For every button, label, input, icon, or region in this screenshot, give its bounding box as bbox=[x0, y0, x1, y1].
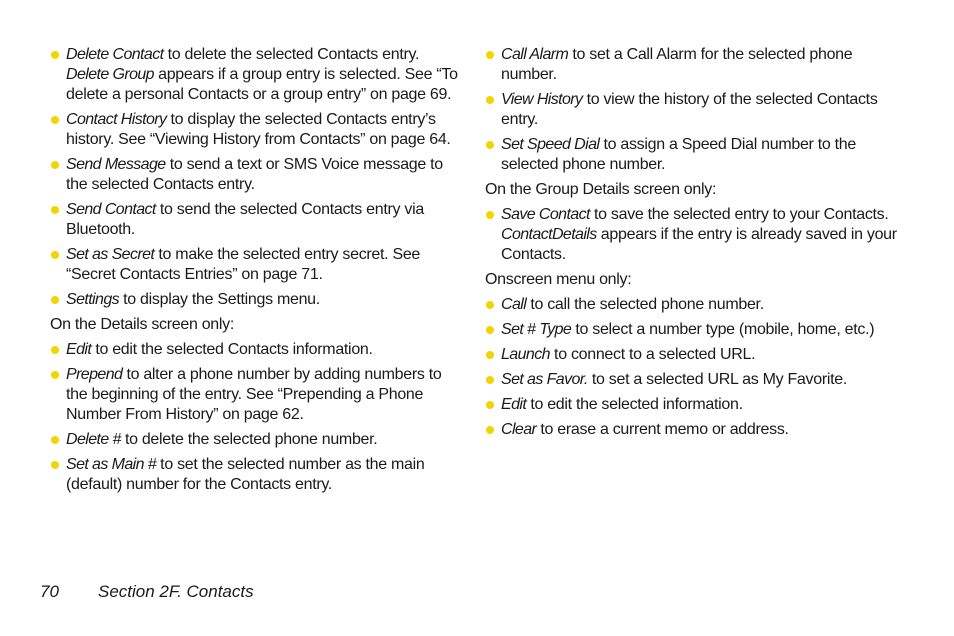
option-term: Send Contact bbox=[66, 201, 156, 218]
option-term: Send Message bbox=[66, 156, 166, 173]
bullet-icon bbox=[486, 326, 494, 334]
bullet-icon bbox=[486, 141, 494, 149]
option-description: to erase a current memo or address. bbox=[536, 421, 789, 438]
option-description: to delete the selected phone number. bbox=[120, 431, 378, 448]
list-item bbox=[50, 45, 460, 105]
bullet-icon bbox=[486, 426, 494, 434]
list-item bbox=[485, 395, 905, 415]
bullet-icon bbox=[486, 401, 494, 409]
group-details-heading: On the Group Details screen only: bbox=[485, 181, 717, 198]
option-description: to edit the selected Contacts information. bbox=[91, 341, 373, 358]
option-description: to connect to a selected URL. bbox=[549, 346, 756, 363]
page-number: 70 bbox=[40, 582, 59, 601]
details-heading: On the Details screen only: bbox=[50, 316, 234, 333]
option-term: Save Contact bbox=[501, 206, 590, 223]
option-list bbox=[485, 45, 905, 175]
bullet-icon bbox=[51, 436, 59, 444]
option-description: to set a Call Alarm for the selected phone number. bbox=[501, 46, 853, 83]
option-description: to make the selected entry secret. See “Secret Contacts Entries” on page 71. bbox=[66, 246, 421, 283]
onscreen-menu-heading: Onscreen menu only: bbox=[485, 271, 632, 288]
bullet-icon bbox=[486, 301, 494, 309]
option-term: Set as Secret bbox=[66, 246, 155, 263]
option-description: to display the Settings menu. bbox=[119, 291, 320, 308]
option-term: Edit bbox=[501, 396, 527, 413]
option-term: Delete # bbox=[66, 431, 121, 448]
bullet-icon bbox=[51, 296, 59, 304]
list-item bbox=[50, 110, 460, 150]
list-item bbox=[485, 320, 905, 340]
page-footer bbox=[40, 582, 254, 602]
list-item bbox=[485, 370, 905, 390]
option-term: Launch bbox=[501, 346, 550, 363]
option-description: to alter a phone number by adding numbers to the beginning of the entry. See “Prepending a Phone Number From History” on page 62. bbox=[66, 366, 442, 423]
list-item bbox=[485, 345, 905, 365]
bullet-icon bbox=[51, 161, 59, 169]
bullet-icon bbox=[51, 206, 59, 214]
bullet-icon bbox=[486, 376, 494, 384]
option-description: to send the selected Contacts entry via Bluetooth. bbox=[66, 201, 424, 238]
list-item bbox=[50, 430, 460, 450]
left-column bbox=[50, 45, 460, 500]
list-item bbox=[50, 200, 460, 240]
list-item bbox=[485, 420, 905, 440]
list-item bbox=[50, 245, 460, 285]
option-term: View History bbox=[501, 91, 583, 108]
option-list bbox=[485, 205, 905, 265]
list-item bbox=[485, 45, 905, 85]
list-item bbox=[485, 90, 905, 130]
bullet-icon bbox=[486, 211, 494, 219]
option-term: Set as Favor. bbox=[501, 371, 588, 388]
bullet-icon bbox=[486, 51, 494, 59]
option-term: ContactDetails bbox=[501, 226, 597, 243]
bullet-icon bbox=[51, 51, 59, 59]
section-title: Section 2F. Contacts bbox=[98, 582, 254, 601]
option-description: to edit the selected information. bbox=[526, 396, 743, 413]
option-description: to send a text or SMS Voice message to the selected Contacts entry. bbox=[66, 156, 443, 193]
list-item bbox=[50, 365, 460, 425]
option-list bbox=[50, 340, 460, 495]
bullet-icon bbox=[51, 346, 59, 354]
right-column bbox=[485, 45, 905, 445]
list-item bbox=[485, 205, 905, 265]
option-list bbox=[485, 295, 905, 440]
option-description: to assign a Speed Dial number to the selected phone number. bbox=[501, 136, 856, 173]
list-item bbox=[50, 340, 460, 360]
option-term: Delete Contact bbox=[66, 46, 164, 63]
list-item bbox=[50, 290, 460, 310]
option-description: to delete the selected Contacts entry. bbox=[163, 46, 420, 63]
option-term: Set Speed Dial bbox=[501, 136, 600, 153]
option-term: Call bbox=[501, 296, 527, 313]
option-description: to view the history of the selected Contacts entry. bbox=[501, 91, 878, 128]
option-term: Set as Main # bbox=[66, 456, 157, 473]
option-description: appears if a group entry is selected. See “To delete a personal Contacts or a group entry” on page 69. bbox=[66, 66, 458, 103]
list-item bbox=[485, 295, 905, 315]
list-item bbox=[485, 135, 905, 175]
option-term: Call Alarm bbox=[501, 46, 569, 63]
list-item bbox=[50, 455, 460, 495]
option-description: to set a selected URL as My Favorite. bbox=[587, 371, 847, 388]
bullet-icon bbox=[51, 251, 59, 259]
bullet-icon bbox=[51, 461, 59, 469]
option-description: to save the selected entry to your Contacts. bbox=[589, 206, 889, 223]
option-term: Delete Group bbox=[66, 66, 154, 83]
option-description: to select a number type (mobile, home, etc.) bbox=[571, 321, 875, 338]
option-term: Prepend bbox=[66, 366, 123, 383]
option-term: Clear bbox=[501, 421, 537, 438]
option-list bbox=[50, 45, 460, 310]
option-term: Contact History bbox=[66, 111, 167, 128]
option-term: Settings bbox=[66, 291, 120, 308]
bullet-icon bbox=[486, 96, 494, 104]
option-description: appears if the entry is already saved in your Contacts. bbox=[501, 226, 897, 263]
bullet-icon bbox=[486, 351, 494, 359]
option-description: to call the selected phone number. bbox=[526, 296, 764, 313]
option-description: to display the selected Contacts entry’s history. See “Viewing History from Contacts” on page 64. bbox=[66, 111, 451, 148]
bullet-icon bbox=[51, 371, 59, 379]
list-item bbox=[50, 155, 460, 195]
option-term: Set # Type bbox=[501, 321, 572, 338]
option-description: to set the selected number as the main (default) number for the Contacts entry. bbox=[66, 456, 425, 493]
bullet-icon bbox=[51, 116, 59, 124]
option-term: Edit bbox=[66, 341, 92, 358]
